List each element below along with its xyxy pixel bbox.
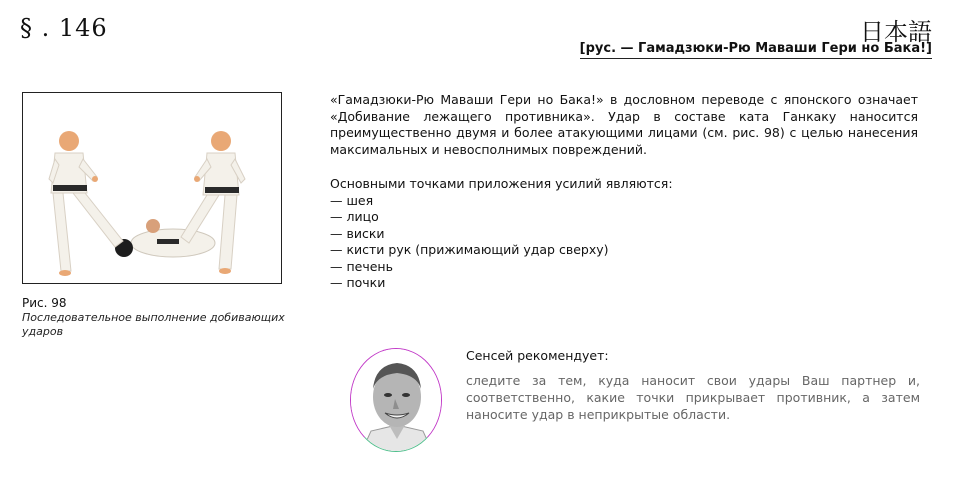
section-number: § . 146 bbox=[20, 14, 108, 42]
sensei-avatar bbox=[350, 348, 442, 452]
list-item: — шея bbox=[330, 192, 374, 208]
sensei-recommendation: следите за тем, куда наносит свои удары Ваш партнер и, соответственно, какие точки прикрывает противник, а затем наносите удар в неприкрытые области. bbox=[466, 373, 920, 422]
figure-caption-title: Рис. 98 bbox=[22, 296, 67, 310]
intro-paragraph: «Гамадзюки-Рю Маваши Гери но Бака!» в дословном переводе с японского означает «Добивание лежащего противника». Удар в составе ката Ганкаку наносится преимущественно двумя и более атакующими лицами (см. рис. 98) с целью нанесения максимальных и невосполнимых повреждений. bbox=[330, 92, 918, 157]
points-list bbox=[330, 193, 918, 292]
left-fighter bbox=[49, 131, 123, 276]
karate-figures-illustration bbox=[23, 93, 281, 283]
list-item: — почки bbox=[330, 275, 386, 290]
kanji-title: 日本語 bbox=[860, 18, 932, 46]
list-item: — печень bbox=[330, 258, 393, 274]
list-item: — виски bbox=[330, 225, 385, 241]
sensei-title: Сенсей рекомендует: bbox=[466, 348, 609, 363]
sensei-portrait bbox=[351, 349, 442, 452]
figure-caption-text: Последовательное выполнение добивающих ударов bbox=[22, 311, 285, 338]
figure-illustration bbox=[22, 92, 282, 284]
page-subtitle: [рус. — Гамадзюки-Рю Маваши Гери но Бака!] bbox=[580, 41, 932, 59]
list-item: — лицо bbox=[330, 209, 379, 224]
points-title: Основными точками приложения усилий являются: bbox=[330, 176, 673, 191]
main-text bbox=[330, 92, 918, 292]
list-item: — кисти рук (прижимающий удар сверху) bbox=[330, 242, 609, 257]
